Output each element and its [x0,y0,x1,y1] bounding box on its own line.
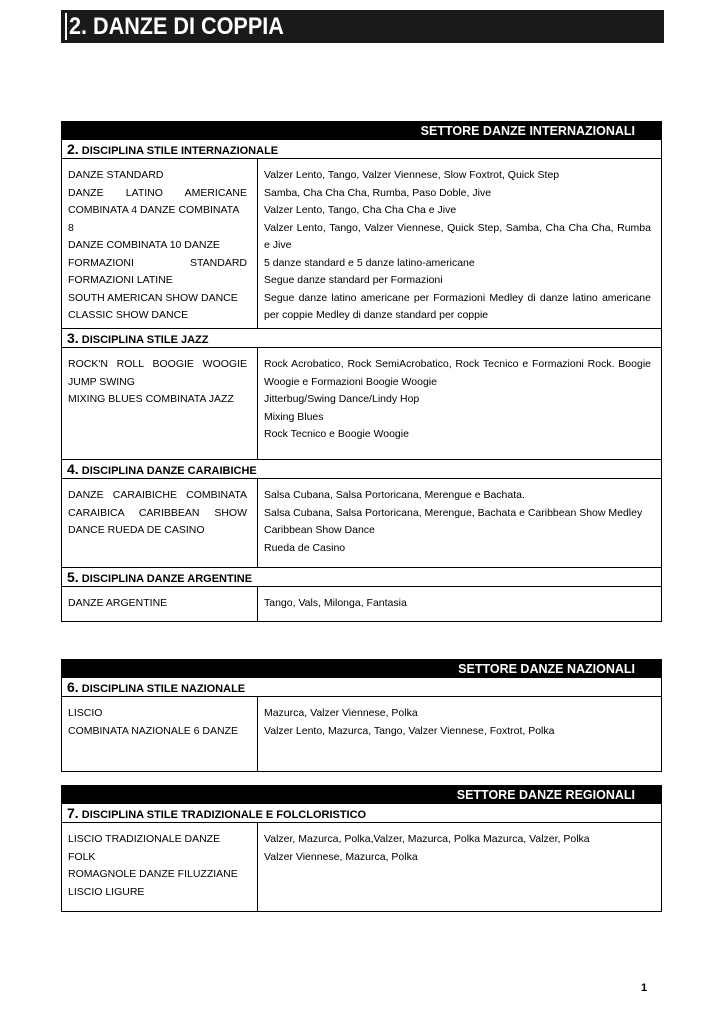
category-item: CARAIBICA CARIBBEAN SHOW [68,506,247,519]
category-item: COMBINATA 4 DANZE COMBINATA 8 [68,204,239,234]
category-item: LISCIO TRADIZIONALE DANZE FOLK [68,833,221,863]
category-item: DANZE ARGENTINE [68,597,168,609]
discipline-number: 2. [67,141,79,157]
dance-item: 5 danze standard e 5 danze latino-americane [264,256,475,269]
category-item: CLASSIC SHOW DANCE [68,309,189,321]
section-title: SETTORE DANZE INTERNAZIONALI [62,122,661,140]
discipline-row [62,823,661,911]
discipline-name: DISCIPLINA DANZE CARAIBICHE [81,465,257,477]
dance-item: Valzer Lento, Tango, Cha Cha Cha e Jive [264,204,457,216]
dance-item: Valzer Lento, Tango, Valzer Viennese, Quick Step, Samba, Cha Cha Cha, Rumba e Jive [264,221,651,251]
category-item: FORMAZIONI STANDARD [68,256,247,269]
discipline-heading [62,329,661,348]
dance-categories [62,823,258,911]
dance-item: Caribbean Show Dance [264,524,375,536]
dance-list [258,348,661,459]
discipline-number: 7. [67,805,79,821]
page-title-bar [61,10,664,43]
category-item: JUMP SWING [68,375,135,388]
category-item: ROCK'N ROLL BOOGIE WOOGIE [68,358,247,370]
dance-item: Valzer Viennese, Mazurca, Polka [264,850,418,863]
dance-item: Mixing Blues [264,410,324,423]
page-number: 1 [641,982,648,994]
discipline-number: 6. [67,679,79,695]
category-item: ROMAGNOLE DANZE FILUZZIANE [68,868,238,880]
dance-item: Rueda de Casino [264,541,346,554]
category-item: DANCE RUEDA DE CASINO [68,524,205,536]
discipline-heading [62,678,661,697]
category-item: MIXING BLUES COMBINATA JAZZ [68,393,234,405]
dance-item: Rock Acrobatico, Rock SemiAcrobatico, Rock Tecnico e Formazioni Rock. Boogie Woogie e Formazioni Boogie Woogie [264,358,651,388]
category-item: DANZE STANDARD [68,169,164,181]
discipline-heading [62,460,661,479]
dance-categories [62,159,258,328]
dance-item: Rock Tecnico e Boogie Woogie [264,428,409,440]
dance-item: Salsa Cubana, Salsa Portoricana, Merengue e Bachata. [264,489,525,501]
discipline-row [62,348,661,460]
discipline-row [62,697,661,771]
section-regional [61,785,662,912]
discipline-number: 3. [67,330,79,346]
category-item: DANZE CARAIBICHE COMBINATA [68,489,247,501]
dance-categories [62,479,258,567]
category-item: DANZE LATINO AMERICANE [68,186,247,199]
discipline-row [62,159,661,329]
category-item: FORMAZIONI LATINE [68,274,173,286]
discipline-heading [62,140,661,159]
discipline-name: DISCIPLINA DANZE ARGENTINE [81,573,253,585]
dance-item: Segue danze latino americane per Formazioni Medley di danze latino americane per coppie Medley di danze standard per coppie [264,291,651,321]
dance-categories [62,348,258,459]
discipline-name: DISCIPLINA STILE NAZIONALE [81,683,246,695]
section-title: SETTORE DANZE REGIONALI [62,786,661,804]
discipline-name: DISCIPLINA STILE INTERNAZIONALE [81,145,279,157]
page-title: 2. DANZE DI COPPIA [69,13,284,40]
dance-item: Mazurca, Valzer Viennese, Polka [264,707,418,719]
title-marker [65,13,67,40]
dance-list [258,697,661,771]
discipline-row [62,479,661,568]
discipline-name: DISCIPLINA STILE JAZZ [81,334,209,346]
discipline-heading [62,568,661,587]
section-international [61,121,662,622]
dance-item: Segue danze standard per Formazioni [264,274,443,286]
discipline-row [62,587,661,621]
discipline-number: 5. [67,569,79,585]
dance-list [258,159,661,328]
dance-item: Jitterbug/Swing Dance/Lindy Hop [264,393,420,405]
category-item: LISCIO LIGURE [68,885,145,898]
dance-item: Samba, Cha Cha Cha, Rumba, Paso Doble, Jive [264,186,492,199]
category-item: DANZE COMBINATA 10 DANZE [68,239,220,251]
category-item: SOUTH AMERICAN SHOW DANCE [68,291,238,304]
category-item: COMBINATA NAZIONALE 6 DANZE [68,724,238,737]
dance-list [258,479,661,567]
dance-categories [62,697,258,771]
dance-categories [62,587,258,621]
dance-list [258,823,661,911]
dance-item: Tango, Vals, Milonga, Fantasia [264,597,407,609]
dance-item: Valzer Lento, Tango, Valzer Viennese, Slow Foxtrot, Quick Step [264,169,560,181]
dance-item: Salsa Cubana, Salsa Portoricana, Merengue, Bachata e Caribbean Show Medley [264,506,643,519]
discipline-number: 4. [67,461,79,477]
dance-list [258,587,661,621]
section-title: SETTORE DANZE NAZIONALI [62,660,661,678]
dance-item: Valzer Lento, Mazurca, Tango, Valzer Viennese, Foxtrot, Polka [264,724,555,737]
category-item: LISCIO [68,707,103,719]
discipline-name: DISCIPLINA STILE TRADIZIONALE E FOLCLORISTICO [81,809,367,821]
discipline-heading [62,804,661,823]
section-national [61,659,662,772]
dance-item: Valzer, Mazurca, Polka,Valzer, Mazurca, Polka Mazurca, Valzer, Polka [264,833,590,845]
